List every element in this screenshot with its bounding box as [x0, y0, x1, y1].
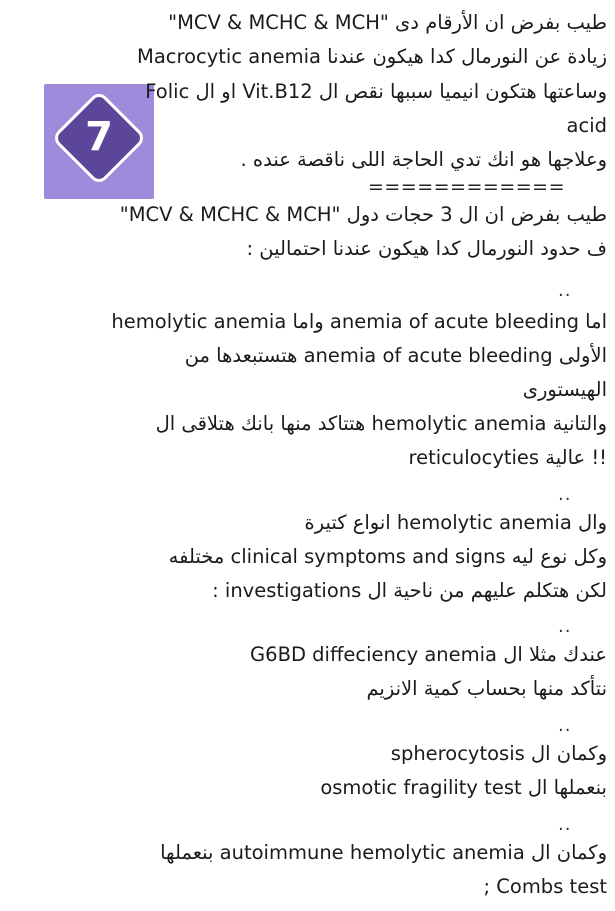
dots-divider: ..: [558, 616, 572, 637]
dots-divider: ..: [558, 814, 572, 835]
text-line: ; Combs test: [483, 875, 607, 898]
text-line: اما anemia of acute bleeding واما hemolytic anemia: [111, 310, 607, 333]
dots-divider: ..: [558, 280, 572, 301]
text-line: نتأكد منها بحساب كمية الانزيم: [366, 677, 607, 700]
separator-line: ============: [367, 176, 565, 198]
text-line: acid: [566, 114, 607, 137]
number-badge: [44, 84, 154, 199]
dots-divider: ..: [558, 715, 572, 736]
text-line: لكن هتكلم عليهم من ناحية ال investigations :: [212, 579, 607, 602]
text-line: والتانية hemolytic anemia هتتاكد منها بانك هتلاقى ال: [155, 412, 607, 435]
text-line: ف حدود النورمال كدا هيكون عندنا احتمالين :: [246, 237, 607, 260]
text-line: الأولى anemia of acute bleeding هتستبعدها من: [184, 344, 607, 367]
text-line: وكمان ال spherocytosis: [390, 742, 607, 765]
text-line: وساعتها هتكون انيميا سببها نقص ال Vit.B12 او ال Folic: [145, 80, 607, 103]
text-line: وكمان ال autoimmune hemolytic anemia بنعملها: [160, 841, 607, 864]
text-line: وعلاجها هو انك تدي الحاجة اللى ناقصة عنده .: [240, 148, 607, 171]
text-line: طيب بفرض ان الأرقام دى "MCV & MCHC & MCH": [168, 11, 607, 34]
text-line: وال hemolytic anemia انواع كتيرة: [304, 511, 607, 534]
text-line: بنعملها ال osmotic fragility test: [320, 776, 607, 799]
text-line: عندك مثلا ال G6BD diffeciency anemia: [250, 643, 607, 666]
badge-number: 7: [85, 114, 113, 160]
text-line: طيب بفرض ان ال 3 حجات دول "MCV & MCHC & MCH": [119, 203, 607, 226]
text-line: reticulocyties عالية !!: [408, 446, 607, 469]
text-line: زيادة عن النورمال كدا هيكون عندنا Macrocytic anemia: [137, 45, 607, 68]
text-line: وكل نوع ليه clinical symptoms and signs مختلفه: [168, 545, 607, 568]
dots-divider: ..: [558, 484, 572, 505]
text-line: الهيستورى: [522, 378, 607, 401]
